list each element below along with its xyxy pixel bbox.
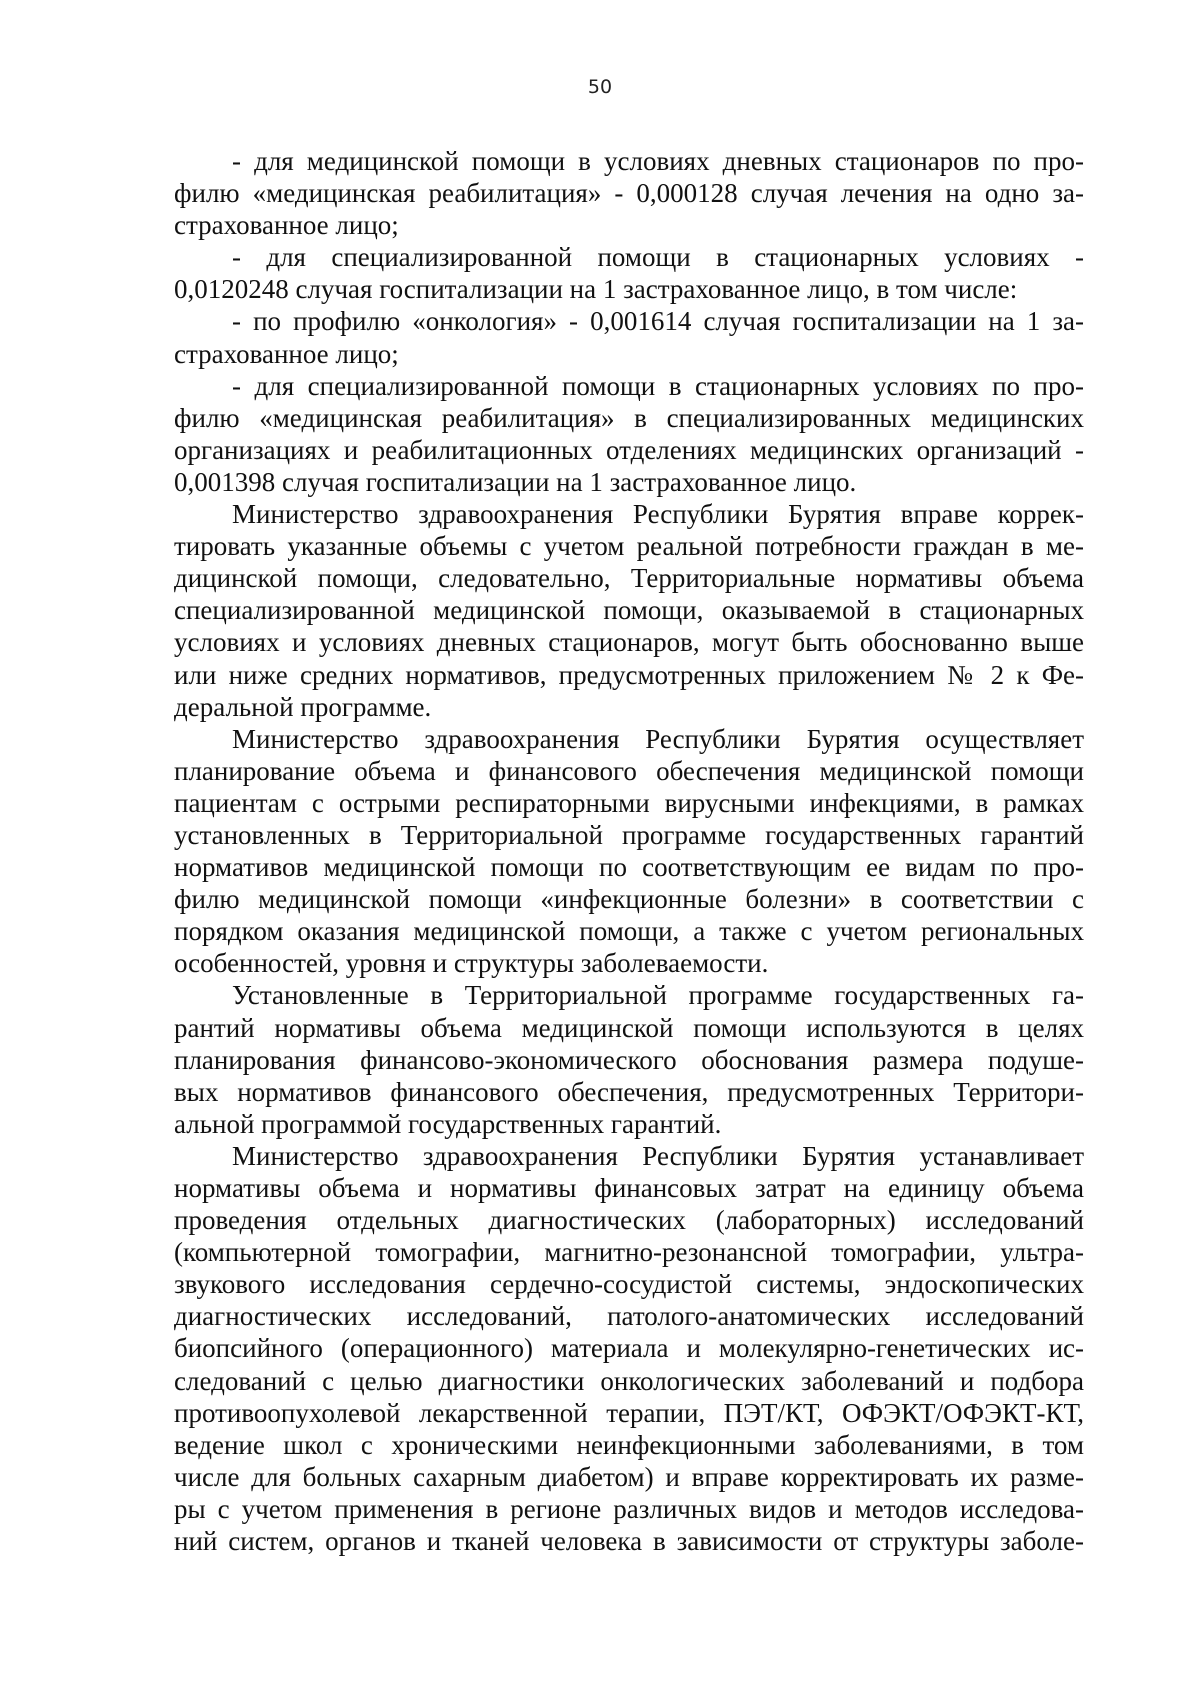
text-line: Министерство здравоохранения Республики Бурятия устанавливает bbox=[232, 1140, 1084, 1171]
text-line: (компьютерной томографии, магнитно-резонансной томографии, ультра- bbox=[174, 1237, 1084, 1268]
text-line: филю медицинской помощи «инфекционные болезни» в соответствии с bbox=[174, 884, 1084, 915]
page-number: 50 bbox=[587, 76, 613, 98]
text-line: Установленные в Территориальной программе государственных га- bbox=[232, 980, 1084, 1011]
text-line: установленных в Территориальной программе государственных гарантий bbox=[174, 819, 1084, 850]
text-line: - по профилю «онкология» - 0,001614 случая госпитализации на 1 за- bbox=[232, 306, 1084, 337]
text-line: - для специализированной помощи в стационарных условиях - bbox=[232, 242, 1084, 273]
text-line: проведения отдельных диагностических (лабораторных) исследований bbox=[174, 1205, 1084, 1236]
text-line: порядком оказания медицинской помощи, а также с учетом региональных bbox=[174, 916, 1084, 947]
text-line: страхованное лицо; bbox=[174, 338, 399, 369]
text-line: пациентам с острыми респираторными вирусными инфекциями, в рамках bbox=[174, 787, 1084, 818]
text-line: нормативов медицинской помощи по соответствующим ее видам по про- bbox=[174, 852, 1084, 883]
text-line: страхованное лицо; bbox=[174, 210, 399, 241]
text-line: особенностей, уровня и структуры заболеваемости. bbox=[174, 948, 769, 979]
text-line: дицинской помощи, следовательно, Территориальные нормативы объема bbox=[174, 563, 1084, 594]
text-line: числе для больных сахарным диабетом) и вправе корректировать их разме- bbox=[174, 1461, 1084, 1492]
paragraph bbox=[174, 241, 1084, 305]
text-line: противоопухолевой лекарственной терапии, ПЭТ/КТ, ОФЭКТ/ОФЭКТ-КТ, bbox=[174, 1397, 1084, 1428]
text-line: ры с учетом применения в регионе различных видов и методов исследова- bbox=[174, 1493, 1084, 1524]
text-line: ведение школ с хроническими неинфекционными заболеваниями, в том bbox=[174, 1429, 1084, 1460]
text-line: нормативы объема и нормативы финансовых затрат на единицу объема bbox=[174, 1173, 1084, 1203]
text-line: ний систем, органов и тканей человека в зависимости от структуры заболе- bbox=[174, 1526, 1084, 1557]
text-line: биопсийного (операционного) материала и молекулярно-генетических ис- bbox=[174, 1333, 1084, 1364]
text-line: условиях и условиях дневных стационаров, могут быть обоснованно выше bbox=[174, 627, 1084, 658]
text-line: звукового исследования сердечно-сосудистой системы, эндоскопических bbox=[174, 1269, 1084, 1300]
text-line: филю «медицинская реабилитация» в специализированных медицинских bbox=[174, 402, 1084, 433]
text-line: тировать указанные объемы с учетом реальной потребности граждан в ме- bbox=[174, 531, 1084, 562]
text-line: или ниже средних нормативов, предусмотренных приложением № 2 к Фе- bbox=[174, 659, 1084, 690]
text-line: вых нормативов финансового обеспечения, предусмотренных Территори- bbox=[174, 1076, 1084, 1107]
document-body bbox=[174, 145, 1084, 1557]
text-line: деральной программе. bbox=[174, 691, 432, 722]
text-line: планирования финансово-экономического обоснования размера подуше- bbox=[174, 1044, 1084, 1075]
paragraph bbox=[174, 1140, 1084, 1557]
paragraph bbox=[174, 979, 1084, 1139]
text-line: Министерство здравоохранения Республики Бурятия вправе коррек- bbox=[232, 499, 1084, 530]
text-line: рантий нормативы объема медицинской помощи используются в целях bbox=[174, 1012, 1084, 1043]
paragraph bbox=[174, 370, 1084, 498]
text-line: специализированной медицинской помощи, оказываемой в стационарных bbox=[174, 595, 1084, 626]
text-line: организациях и реабилитационных отделениях медицинских организаций - bbox=[174, 434, 1084, 465]
text-line: альной программой государственных гарантий. bbox=[174, 1108, 722, 1139]
text-line: 0,0120248 случая госпитализации на 1 застрахованное лицо, в том числе: bbox=[174, 274, 1018, 305]
text-line: - для специализированной помощи в стационарных условиях по про- bbox=[232, 370, 1084, 401]
text-line: - для медицинской помощи в условиях дневных стационаров по про- bbox=[232, 146, 1084, 176]
paragraph bbox=[174, 498, 1084, 723]
text-line: Министерство здравоохранения Республики Бурятия осуществляет bbox=[232, 723, 1084, 754]
text-line: диагностических исследований, патолого-анатомических исследований bbox=[174, 1301, 1084, 1332]
paragraph bbox=[174, 305, 1084, 369]
text-line: филю «медицинская реабилитация» - 0,000128 случая лечения на одно за- bbox=[174, 178, 1084, 209]
text-line: планирование объема и финансового обеспечения медицинской помощи bbox=[174, 755, 1084, 786]
paragraph bbox=[174, 723, 1084, 980]
text-line: следований с целью диагностики онкологических заболеваний и подбора bbox=[174, 1365, 1084, 1396]
paragraph bbox=[174, 145, 1084, 241]
text-line: 0,001398 случая госпитализации на 1 застрахованное лицо. bbox=[174, 466, 857, 497]
